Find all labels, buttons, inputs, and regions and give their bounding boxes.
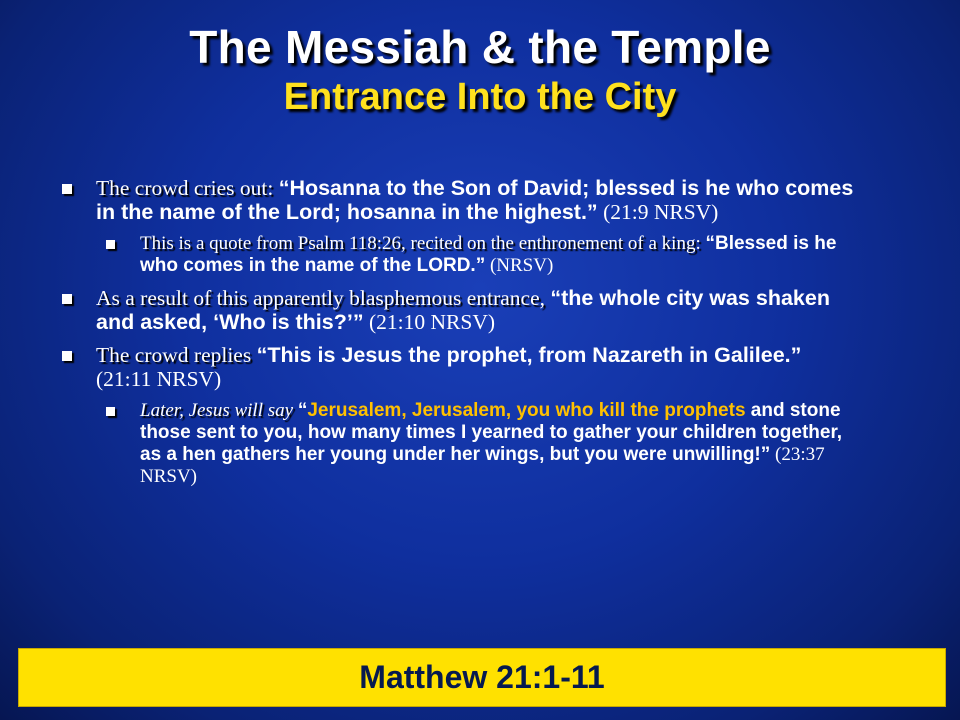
bullet-quote: “Blessed is he who comes in the name of the LORD.” xyxy=(140,233,837,276)
slide-subtitle: Entrance Into the City xyxy=(283,76,677,118)
square-bullet-icon xyxy=(106,240,115,249)
bullet-lead: This is a quote from Psalm 118:26, recited on the enthronement of a king: xyxy=(140,233,706,254)
footer-bar xyxy=(18,648,946,707)
bullet-quote-rest: and stone those sent to you, how many times I yearned to gather your children together, as a hen gathers her young under her wings, but you were unwilling!” xyxy=(140,400,843,465)
sub-bullet-jerusalem-lament xyxy=(60,400,860,488)
square-bullet-icon xyxy=(62,294,72,304)
sub-bullet-psalm-quote xyxy=(60,233,860,277)
scripture-reference: Matthew 21:1-11 xyxy=(359,659,605,695)
bullet-lead: Later, Jesus will say xyxy=(140,400,298,421)
slide-title: The Messiah & the Temple xyxy=(189,21,771,73)
square-bullet-icon xyxy=(62,184,72,194)
square-bullet-icon xyxy=(62,351,72,361)
bullet-quote-highlight: Jerusalem, Jerusalem, you who kill the prophets xyxy=(307,400,746,421)
bullet-item-crowd-replies xyxy=(60,343,860,391)
bullet-quote: “This is Jesus the prophet, from Nazareth in Galilee.” xyxy=(256,343,802,367)
bullet-item-city-shaken xyxy=(60,286,860,334)
bullet-list xyxy=(60,176,860,497)
bullet-reference: (21:10 NRSV) xyxy=(363,310,496,334)
bullet-reference: (21:9 NRSV) xyxy=(597,200,719,224)
bullet-item-crowd-cries xyxy=(60,176,860,224)
title-block xyxy=(0,20,960,120)
bullet-quote-open: “ xyxy=(297,400,308,421)
bullet-reference: (23:37 NRSV) xyxy=(140,444,825,487)
bullet-reference: (NRSV) xyxy=(485,255,554,276)
bullet-lead: As a result of this apparently blasphemous entrance, xyxy=(96,286,551,310)
bullet-lead: The crowd cries out: xyxy=(96,176,279,200)
bullet-quote: “Hosanna to the Son of David; blessed is he who comes in the name of the Lord; hosanna in the highest.” xyxy=(96,176,854,224)
bullet-quote: “the whole city was shaken and asked, ‘Who is this?’” xyxy=(96,286,830,334)
square-bullet-icon xyxy=(106,407,115,416)
bullet-lead: The crowd replies xyxy=(96,343,257,367)
bullet-reference: (21:11 NRSV) xyxy=(96,367,222,391)
